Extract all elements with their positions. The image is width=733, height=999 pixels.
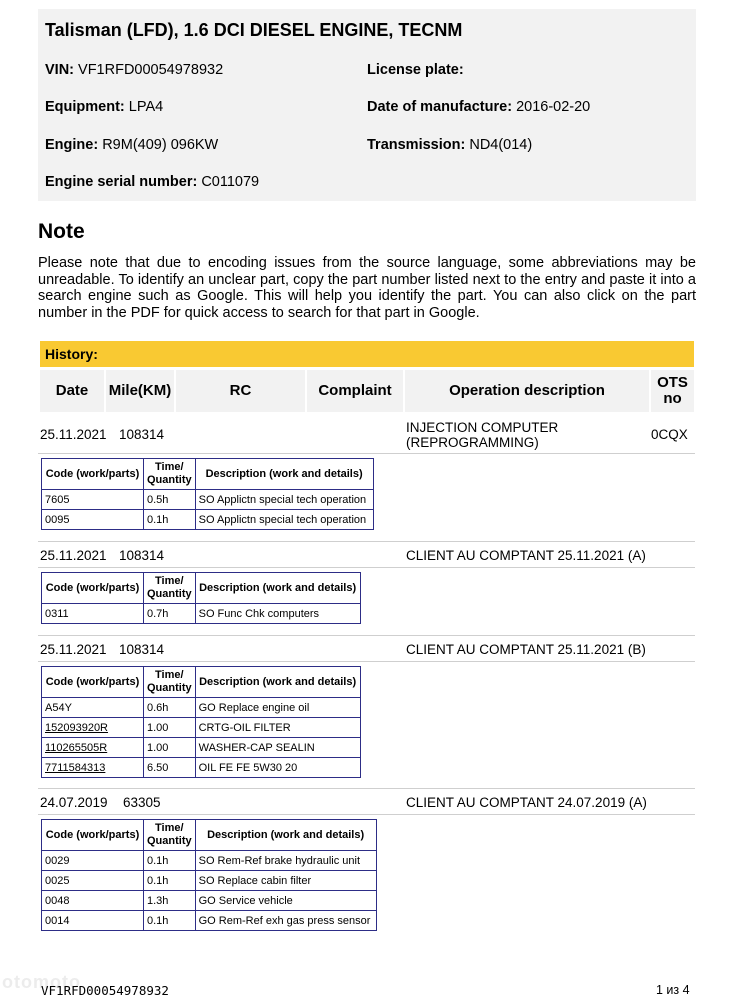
manufacture-label: Date of manufacture: xyxy=(367,99,513,115)
table-row xyxy=(42,871,377,891)
entry-mileage: 108314 xyxy=(119,642,165,657)
vin-value: VF1RFD00054978932 xyxy=(78,62,224,78)
th-description: Description (work and details) xyxy=(195,820,376,851)
entry-divider xyxy=(38,635,695,636)
work-description: SO Rem-Ref brake hydraulic unit xyxy=(195,851,376,871)
work-time: 0.1h xyxy=(144,851,196,871)
engine-value: R9M(409) 096KW xyxy=(102,137,219,153)
col-header-rc: RC xyxy=(176,370,305,412)
entry-divider xyxy=(38,541,695,542)
work-table-header xyxy=(42,459,374,490)
work-code: 0048 xyxy=(42,891,144,911)
engine-serial-label: Engine serial number: xyxy=(45,174,198,190)
entry-mileage: 108314 xyxy=(119,548,165,563)
th-code: Code (work/parts) xyxy=(42,667,144,698)
work-table xyxy=(41,819,377,931)
table-row xyxy=(42,510,374,530)
entry-date: 25.11.2021 xyxy=(40,642,107,657)
entry-divider xyxy=(38,567,695,568)
history-bar xyxy=(40,341,694,367)
entry-mileage: 63305 xyxy=(123,795,161,810)
entry-divider xyxy=(38,453,695,454)
work-table xyxy=(41,458,374,530)
work-description: SO Func Chk computers xyxy=(195,604,360,624)
work-time: 1.3h xyxy=(144,891,196,911)
entry-divider xyxy=(38,814,695,815)
entry-date: 25.11.2021 xyxy=(40,427,107,442)
vehicle-title: Talisman (LFD), 1.6 DCI DIESEL ENGINE, TECNM xyxy=(45,20,463,40)
history-title: History: xyxy=(45,346,98,362)
th-description: Description (work and details) xyxy=(195,459,373,490)
note-heading: Note xyxy=(38,220,85,243)
work-code: 0311 xyxy=(42,604,144,624)
footer-vin: VF1RFD00054978932 xyxy=(41,983,169,998)
work-quantity: 6.50 xyxy=(144,758,196,778)
work-time: 0.7h xyxy=(144,604,196,624)
transmission-value: ND4(014) xyxy=(469,137,533,153)
work-table xyxy=(41,572,361,624)
footer-page-number: 1 из 4 xyxy=(656,983,690,997)
table-row xyxy=(42,490,374,510)
part-number-link[interactable]: 110265505R xyxy=(42,738,144,758)
th-time: Time/ Quantity xyxy=(144,573,196,604)
work-description: GO Rem-Ref exh gas press sensor xyxy=(195,911,376,931)
work-description: OIL FE FE 5W30 20 xyxy=(195,758,360,778)
part-number-link[interactable]: 7711584313 xyxy=(42,758,144,778)
work-time: 0.6h xyxy=(144,698,196,718)
entry-operation: CLIENT AU COMPTANT 24.07.2019 (A) xyxy=(406,795,647,810)
th-code: Code (work/parts) xyxy=(42,573,144,604)
work-code: 0014 xyxy=(42,911,144,931)
entry-divider xyxy=(38,661,695,662)
work-table-header xyxy=(42,820,377,851)
vehicle-info-box xyxy=(38,9,696,201)
table-row xyxy=(42,891,377,911)
part-number-link[interactable]: 152093920R xyxy=(42,718,144,738)
col-header-date: Date xyxy=(40,370,104,412)
watermark: otomoto xyxy=(2,972,81,992)
work-code: 0025 xyxy=(42,871,144,891)
col-header-complaint: Complaint xyxy=(307,370,403,412)
th-time: Time/ Quantity xyxy=(144,667,196,698)
license-label: License plate: xyxy=(367,62,464,78)
entry-date: 25.11.2021 xyxy=(40,548,107,563)
transmission-field xyxy=(367,137,532,153)
work-quantity: 1.00 xyxy=(144,738,196,758)
work-description: CRTG-OIL FILTER xyxy=(195,718,360,738)
work-description: SO Applictn special tech operation xyxy=(195,490,373,510)
col-header-operation: Operation description xyxy=(405,370,649,412)
entry-operation: INJECTION COMPUTER (REPROGRAMMING) xyxy=(406,420,559,450)
license-field xyxy=(367,62,464,78)
work-description: SO Replace cabin filter xyxy=(195,871,376,891)
equipment-label: Equipment: xyxy=(45,99,125,115)
th-description: Description (work and details) xyxy=(195,667,360,698)
work-code: 7605 xyxy=(42,490,144,510)
table-row xyxy=(42,758,361,778)
work-description: GO Service vehicle xyxy=(195,891,376,911)
work-code: 0095 xyxy=(42,510,144,530)
th-code: Code (work/parts) xyxy=(42,820,144,851)
vin-field xyxy=(45,62,223,78)
table-row xyxy=(42,604,361,624)
equipment-field xyxy=(45,99,163,115)
th-time: Time/ Quantity xyxy=(144,820,196,851)
work-time: 0.1h xyxy=(144,911,196,931)
col-header-mile: Mile(KM) xyxy=(106,370,174,412)
table-row xyxy=(42,851,377,871)
work-description: WASHER-CAP SEALIN xyxy=(195,738,360,758)
work-time: 0.1h xyxy=(144,510,196,530)
transmission-label: Transmission: xyxy=(367,137,466,153)
engine-serial-value: C011079 xyxy=(201,174,260,190)
table-row xyxy=(42,911,377,931)
entry-operation: CLIENT AU COMPTANT 25.11.2021 (A) xyxy=(406,548,646,563)
entry-operation: CLIENT AU COMPTANT 25.11.2021 (B) xyxy=(406,642,646,657)
table-row xyxy=(42,738,361,758)
work-description: GO Replace engine oil xyxy=(195,698,360,718)
engine-field xyxy=(45,137,218,153)
work-description: SO Applictn special tech operation xyxy=(195,510,373,530)
vin-label: VIN: xyxy=(45,62,74,78)
entry-mileage: 108314 xyxy=(119,427,165,442)
work-code: 0029 xyxy=(42,851,144,871)
entry-divider xyxy=(38,788,695,789)
work-time: 0.1h xyxy=(144,871,196,891)
work-table-header xyxy=(42,573,361,604)
entry-ots: 0CQX xyxy=(651,427,688,442)
entry-date: 24.07.2019 xyxy=(40,795,108,810)
work-time: 0.5h xyxy=(144,490,196,510)
table-row xyxy=(42,718,361,738)
manufacture-field xyxy=(367,99,590,115)
engine-serial-field xyxy=(45,174,259,190)
note-text: Please note that due to encoding issues from the source language, some abbreviations may be unreadable. To identify an unclear part, copy the part number listed next to the entry and paste it into a search engine such as Google. This will help you identify the part. You can also click on the part number in the PDF for quick access to search for that part in Google. xyxy=(38,255,696,321)
work-code: A54Y xyxy=(42,698,144,718)
equipment-value: LPA4 xyxy=(128,99,164,115)
work-table xyxy=(41,666,361,778)
work-table-header xyxy=(42,667,361,698)
engine-label: Engine: xyxy=(45,137,99,153)
col-header-ots: OTS no xyxy=(651,370,694,412)
table-row xyxy=(42,698,361,718)
manufacture-value: 2016-02-20 xyxy=(516,99,591,115)
work-quantity: 1.00 xyxy=(144,718,196,738)
th-description: Description (work and details) xyxy=(195,573,360,604)
th-time: Time/ Quantity xyxy=(144,459,196,490)
th-code: Code (work/parts) xyxy=(42,459,144,490)
